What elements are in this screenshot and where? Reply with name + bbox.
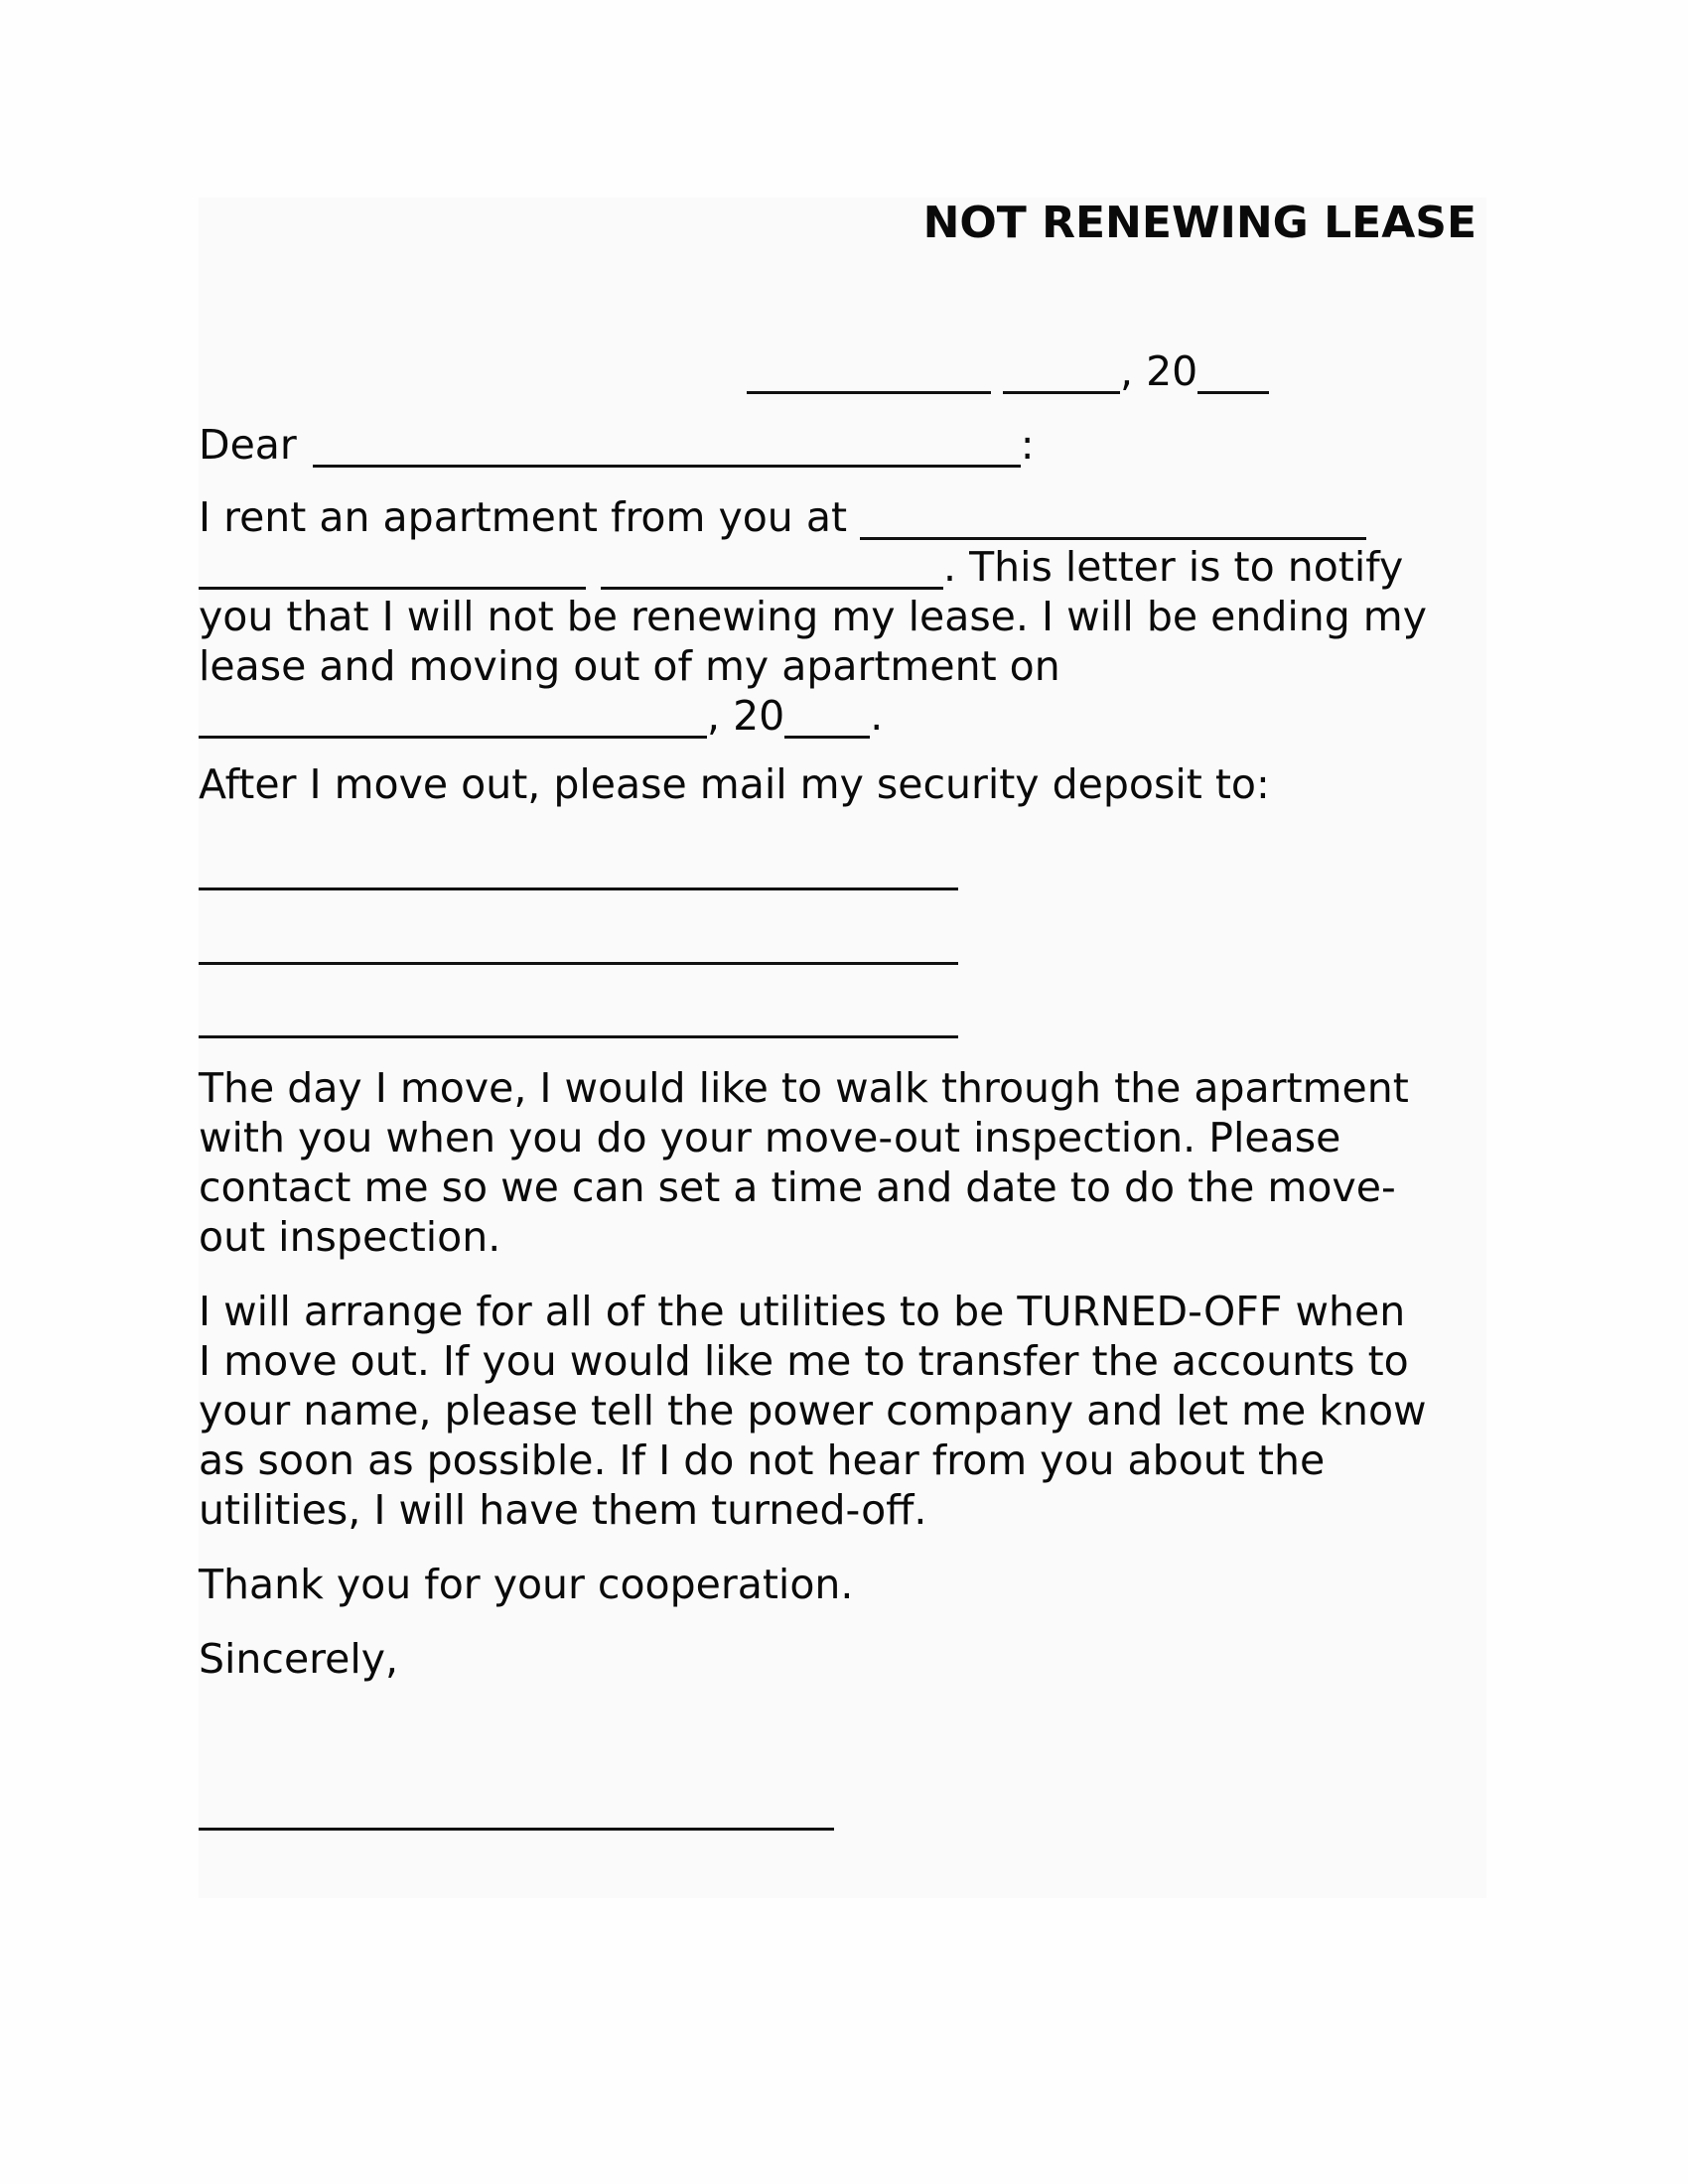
moveout-year-prefix: , 20 xyxy=(707,692,785,740)
address-blank-3[interactable] xyxy=(601,551,943,590)
para4-line: I move out. If you would like me to transfer the accounts to xyxy=(199,1337,1409,1385)
para4-line: utilities, I will have them turned-off. xyxy=(199,1486,927,1534)
para1-line4: lease and moving out of my apartment on xyxy=(199,642,1060,690)
closing-thanks: Thank you for your cooperation. xyxy=(199,1561,854,1608)
signature-line[interactable] xyxy=(199,1828,834,1831)
forwarding-address-line-1[interactable] xyxy=(199,887,958,890)
moveout-year-blank[interactable] xyxy=(784,700,870,739)
forwarding-address-line-2[interactable] xyxy=(199,962,958,965)
closing: Sincerely, xyxy=(199,1635,399,1683)
document-title: NOT RENEWING LEASE xyxy=(922,198,1477,248)
salutation-word: Dear xyxy=(199,421,297,469)
para3-line: out inspection. xyxy=(199,1213,501,1261)
year-blank[interactable] xyxy=(1197,355,1269,394)
para3-line: The day I move, I would like to walk through the apartment xyxy=(199,1064,1409,1112)
para4-line: as soon as possible. If I do not hear from you about the xyxy=(199,1436,1326,1484)
para4-line: I will arrange for all of the utilities to be TURNED-OFF when xyxy=(199,1288,1406,1335)
para1-line3: you that I will not be renewing my lease. I will be ending my xyxy=(199,593,1427,640)
para1-line2 xyxy=(199,542,1403,592)
landlord-name-blank[interactable] xyxy=(313,429,1021,468)
para3-line: contact me so we can set a time and date to do the move- xyxy=(199,1163,1396,1211)
letter-page xyxy=(199,198,1486,1898)
para1-line1 xyxy=(199,492,1366,542)
address-blank-2[interactable] xyxy=(199,551,586,590)
address-blank-1[interactable] xyxy=(860,501,1366,540)
moveout-date-blank[interactable] xyxy=(199,700,707,739)
para2: After I move out, please mail my security deposit to: xyxy=(199,760,1270,808)
date-line xyxy=(747,346,1269,396)
day-blank[interactable] xyxy=(1003,355,1120,394)
period: . xyxy=(870,692,884,740)
para3-line: with you when you do your move-out inspection. Please xyxy=(199,1114,1341,1161)
month-blank[interactable] xyxy=(747,355,991,394)
year-prefix: , 20 xyxy=(1120,347,1198,395)
para1-text: I rent an apartment from you at xyxy=(199,493,848,541)
salutation-colon: : xyxy=(1020,421,1035,469)
forwarding-address-line-3[interactable] xyxy=(199,1035,958,1038)
para1-line5 xyxy=(199,691,883,741)
para1-text: . This letter is to notify xyxy=(943,543,1404,591)
para4-line: your name, please tell the power company and let me know xyxy=(199,1387,1427,1434)
salutation-line xyxy=(199,420,1035,470)
